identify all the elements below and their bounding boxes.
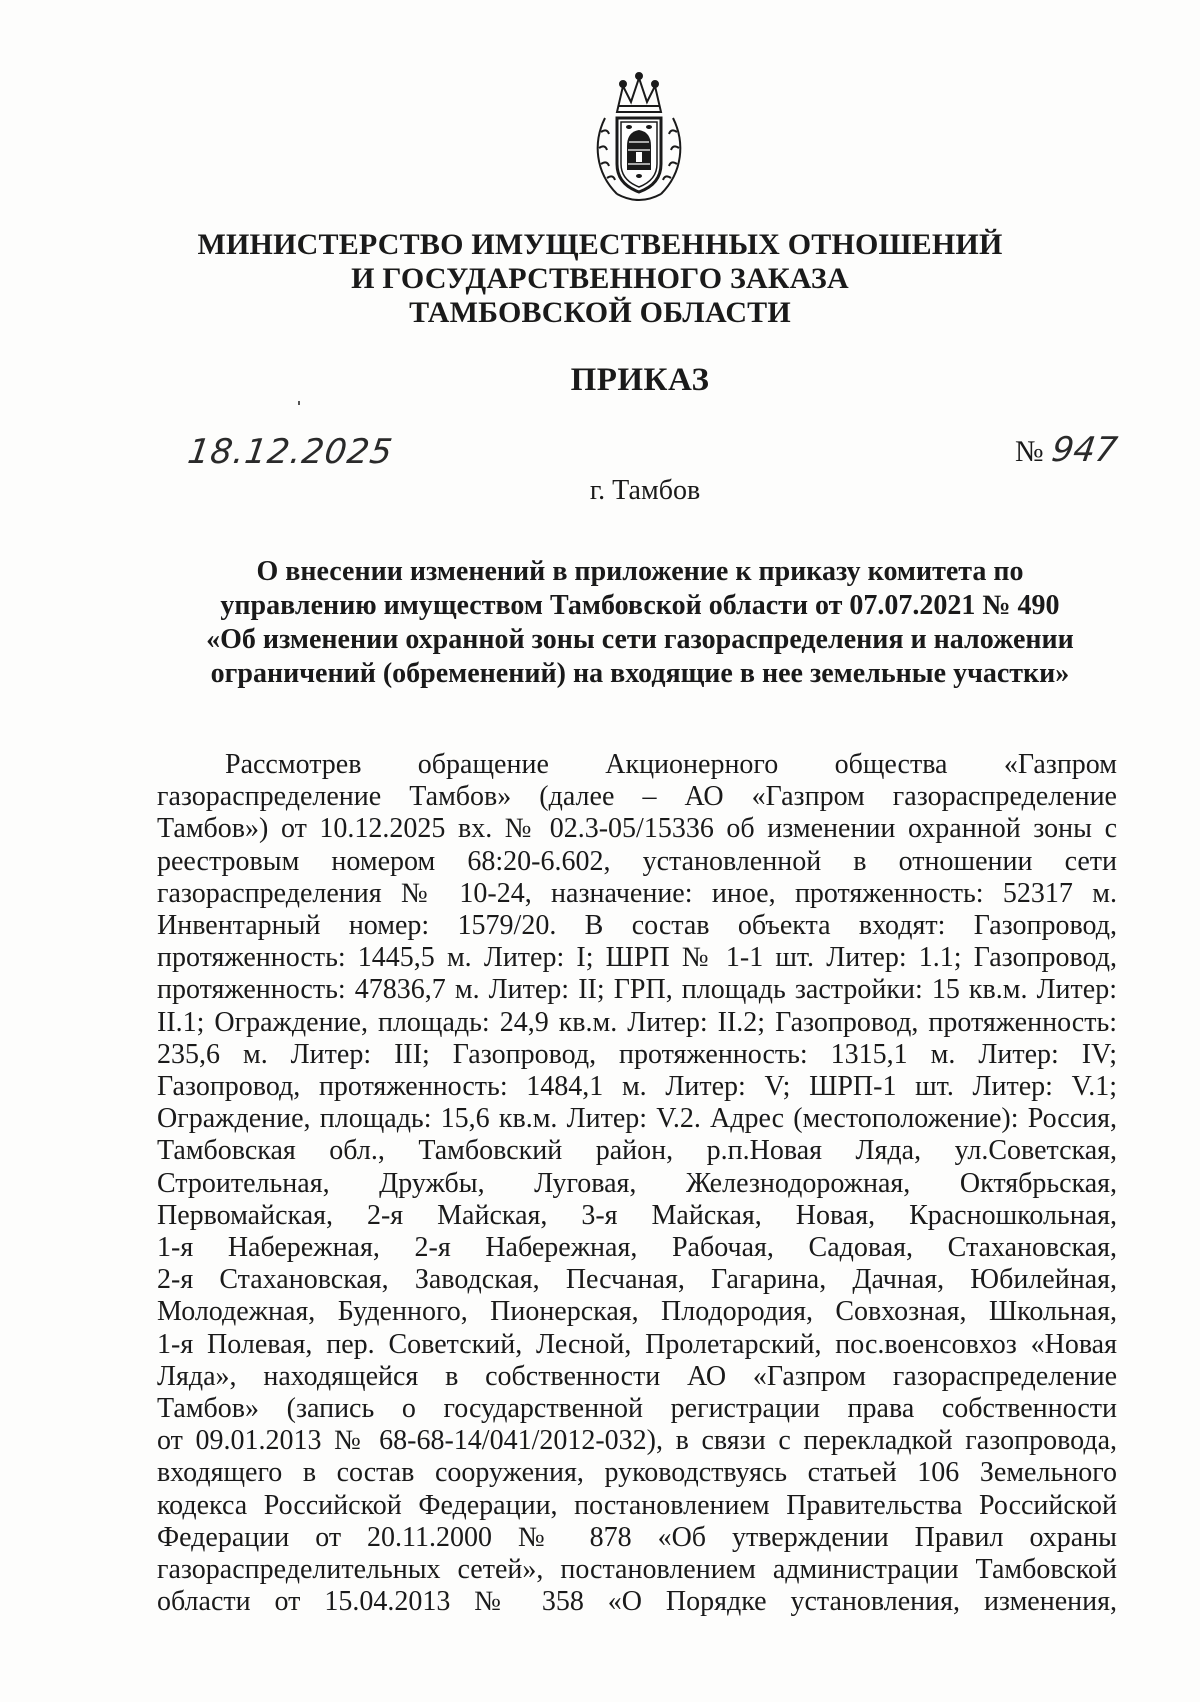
body-line: 235,6 м. Литер: III; Газопровод, протяженность: 1315,1 м. Литер: IV;: [157, 1038, 1117, 1070]
body-line: реестровым номером 68:20-6.602, установленной в отношении сети: [157, 845, 1117, 877]
document-city: г. Тамбов: [589, 475, 701, 506]
subject-line: «Об изменении охранной зоны сети газораспределения и наложении: [206, 624, 1074, 655]
body-line: II.1; Ограждение, площадь: 24,9 кв.м. Литер: II.2; Газопровод, протяженность:: [157, 1006, 1117, 1038]
number-label: №: [1015, 435, 1044, 468]
body-line: входящего в состав сооружения, руководствуясь статьей 106 Земельного: [157, 1457, 1117, 1489]
body-line: газораспределение Тамбов» (далее – АО «Газпром газораспределение: [157, 781, 1117, 813]
body-line: области от 15.04.2013 № 358 «О Порядке установления, изменения,: [157, 1586, 1117, 1618]
body-line: газораспределения № 10-24, назначение: иное, протяженность: 52317 м.: [157, 877, 1117, 909]
body-line: 2-я Стахановская, Заводская, Песчаная, Гагарина, Дачная, Юбилейная,: [157, 1264, 1117, 1296]
body-line: Рассмотрев обращение Акционерного общества «Газпром: [225, 749, 1117, 780]
document-date: 18.12.2025: [185, 432, 396, 472]
document-number: [1015, 430, 1120, 470]
coat-of-arms-icon: [587, 72, 691, 206]
document-body: [157, 749, 1117, 1618]
document-subject: [150, 555, 1130, 691]
body-line: Федерации от 20.11.2000 № 878 «Об утверждении Правил охраны: [157, 1521, 1117, 1553]
body-line: Инвентарный номер: 1579/20. В состав объекта входят: Газопровод,: [157, 910, 1117, 942]
organization-name: [0, 228, 1200, 330]
number-value: 947: [1048, 430, 1120, 470]
body-line: протяженность: 47836,7 м. Литер: II; ГРП, площадь застройки: 15 кв.м. Литер:: [157, 974, 1117, 1006]
body-line: 1-я Набережная, 2-я Набережная, Рабочая, Садовая, Стахановская,: [157, 1232, 1117, 1264]
body-line: протяженность: 1445,5 м. Литер: I; ШРП № 1-1 шт. Литер: 1.1; Газопровод,: [157, 942, 1117, 974]
body-line: Тамбовская обл., Тамбовский район, р.п.Новая Ляда, ул.Советская,: [157, 1135, 1117, 1167]
body-line: Тамбов» (запись о государственной регистрации права собственности: [157, 1393, 1117, 1425]
body-line: Газопровод, протяженность: 1484,1 м. Литер: V; ШРП-1 шт. Литер: V.1;: [157, 1071, 1117, 1103]
body-line: Ляда», находящейся в собственности АО «Газпром газораспределение: [157, 1360, 1117, 1392]
subject-line: О внесении изменений в приложение к приказу комитета по: [256, 556, 1024, 587]
document-type: ПРИКАЗ: [570, 362, 710, 398]
scan-artifact: [298, 401, 300, 405]
organization-line-2: И ГОСУДАРСТВЕННОГО ЗАКАЗА: [351, 262, 849, 295]
body-line: Тамбов») от 10.12.2025 вх. № 02.3-05/15336 об изменении охранной зоны с: [157, 813, 1117, 845]
body-line: 1-я Полевая, пер. Советский, Лесной, Пролетарский, пос.военсовхоз «Новая: [157, 1328, 1117, 1360]
organization-line-3: ТАМБОВСКОЙ ОБЛАСТИ: [409, 296, 791, 329]
body-line: газораспределительных сетей», постановлением администрации Тамбовской: [157, 1554, 1117, 1586]
body-line: от 09.01.2013 № 68-68-14/041/2012-032), в связи с перекладкой газопровода,: [157, 1425, 1117, 1457]
subject-line: ограничений (обременений) на входящие в нее земельные участки»: [210, 658, 1070, 689]
body-line: Молодежная, Буденного, Пионерская, Плодородия, Совхозная, Школьная,: [157, 1296, 1117, 1328]
body-line: Строительная, Дружбы, Луговая, Железнодорожная, Октябрьская,: [157, 1167, 1117, 1199]
subject-line: управлению имуществом Тамбовской области от 07.07.2021 № 490: [220, 590, 1060, 621]
body-line: Первомайская, 2-я Майская, 3-я Майская, Новая, Красношкольная,: [157, 1199, 1117, 1231]
body-line: кодекса Российской Федерации, постановлением Правительства Российской: [157, 1489, 1117, 1521]
body-line: Ограждение, площадь: 15,6 кв.м. Литер: V.2. Адрес (местоположение): Россия,: [157, 1103, 1117, 1135]
organization-line-1: МИНИСТЕРСТВО ИМУЩЕСТВЕННЫХ ОТНОШЕНИЙ: [197, 228, 1003, 261]
